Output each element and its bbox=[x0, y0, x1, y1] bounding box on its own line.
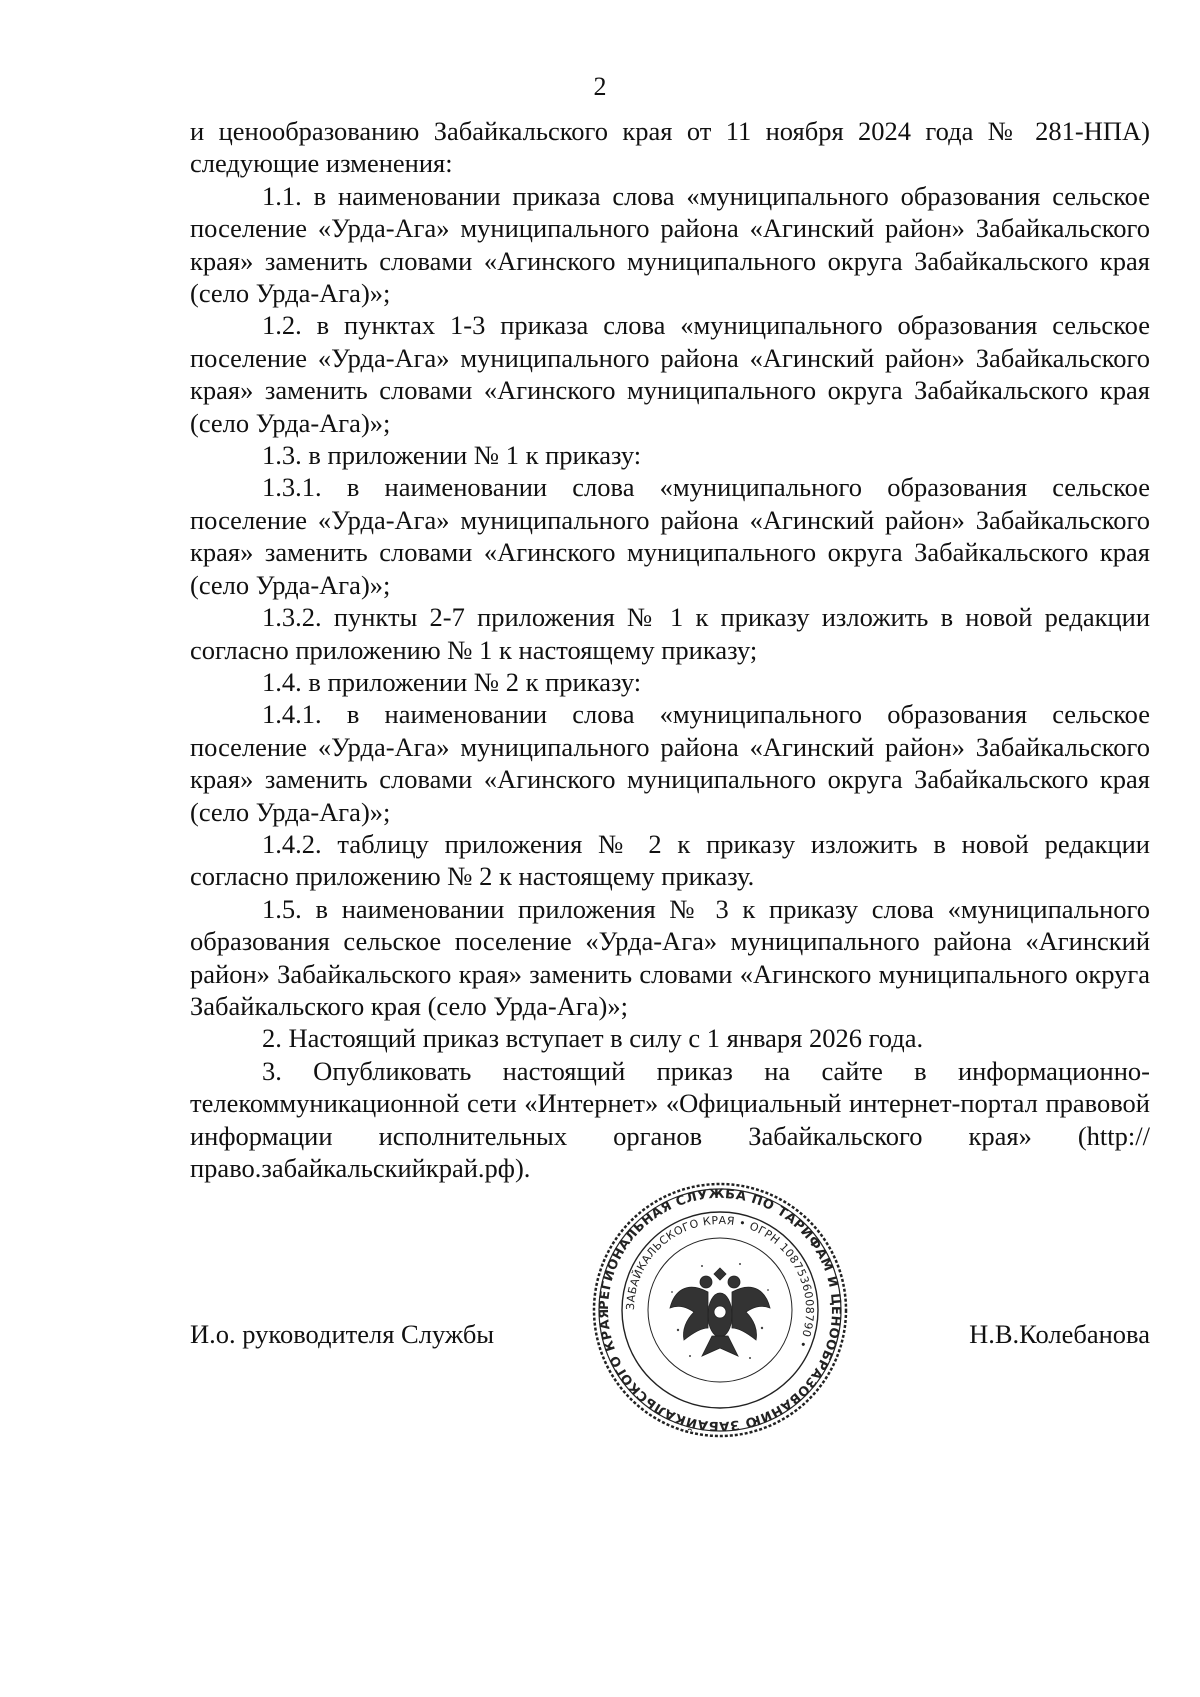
paragraph-1-3-2: 1.3.2. пункты 2-7 приложения № 1 к приказу изложить в новой редакции согласно приложению № 1 к настоящему приказу; bbox=[190, 602, 1150, 665]
paragraph-2: 2. Настоящий приказ вступает в силу с 1 января 2026 года. bbox=[262, 1023, 924, 1054]
paragraph-1-4-2: 1.4.2. таблицу приложения № 2 к приказу изложить в новой редакции согласно приложению № 2 к настоящему приказу. bbox=[190, 828, 1150, 892]
seal-inner-inscription: ЗАБАЙКАЛЬСКОГО КРАЯ • ОГРН 1087536008790 • bbox=[623, 1213, 817, 1350]
signatory-name: Н.В.Колебанова bbox=[969, 1319, 1150, 1349]
seal-outer-inscription: РЕГИОНАЛЬНАЯ СЛУЖБА ПО ТАРИФАМ И ЦЕНООБРАЗОВАНИЮ ЗАБАЙКАЛЬСКОГО КРАЯ bbox=[596, 1186, 844, 1434]
paragraph-1-2: 1.2. в пунктах 1-3 приказа слова «муниципального образования сельское поселение «Урда-Ага» муниципального района «Агинский район» Забайкальского края» заменить словами «Агинского муниципального округа Забайкальского края (село Урда-Ага)»; bbox=[190, 310, 1150, 438]
paragraph-1-4-1: 1.4.1. в наименовании слова «муниципального образования сельское поселение «Урда-Ага» муниципального района «Агинский район» Забайкальского края» заменить словами «Агинского муниципального округа Забайкальского края (село Урда-Ага)»; bbox=[190, 699, 1150, 827]
official-seal-stamp bbox=[590, 1180, 850, 1440]
paragraph-1-4: 1.4. в приложении № 2 к приказу: bbox=[262, 666, 642, 697]
signatory-position: И.о. руководителя Службы bbox=[190, 1319, 495, 1349]
paragraph-1-5: 1.5. в наименовании приложения № 3 к приказу слова «муниципального образования сельское поселение «Урда-Ага» муниципального района «Агинский район» Забайкальского края» заменить словами «Агинского муниципального округа Забайкальского края (село Урда-Ага)»; bbox=[190, 893, 1150, 1021]
paragraph-1-3-1: 1.3.1. в наименовании слова «муниципального образования сельское поселение «Урда-Ага» муниципального района «Агинский район» Забайкальского края» заменить словами «Агинского муниципального округа Забайкальского края (село Урда-Ага)»; bbox=[190, 472, 1150, 600]
paragraph-3: 3. Опубликовать настоящий приказ на сайте в информационно-телекоммуникационной сети «Интернет» «Официальный интернет-портал правовой информации исполнительных органов Забайкальского края» (http://право.забайкальскийкрай.рф). bbox=[190, 1055, 1150, 1183]
double-headed-eagle-emblem-icon bbox=[670, 1268, 770, 1356]
paragraph-intro-continuation: и ценообразованию Забайкальского края от 11 ноября 2024 года № 281-НПА) следующие изменения: bbox=[190, 116, 1150, 179]
document-body bbox=[190, 115, 1150, 1184]
paragraph-1-1: 1.1. в наименовании приказа слова «муниципального образования сельское поселение «Урда-Ага» муниципального района «Агинский район» Забайкальского края» заменить словами «Агинского муниципального округа Забайкальского края (село Урда-Ага)»; bbox=[190, 180, 1150, 309]
page-number: 2 bbox=[593, 72, 607, 101]
paragraph-1-3: 1.3. в приложении № 1 к приказу: bbox=[262, 440, 642, 471]
